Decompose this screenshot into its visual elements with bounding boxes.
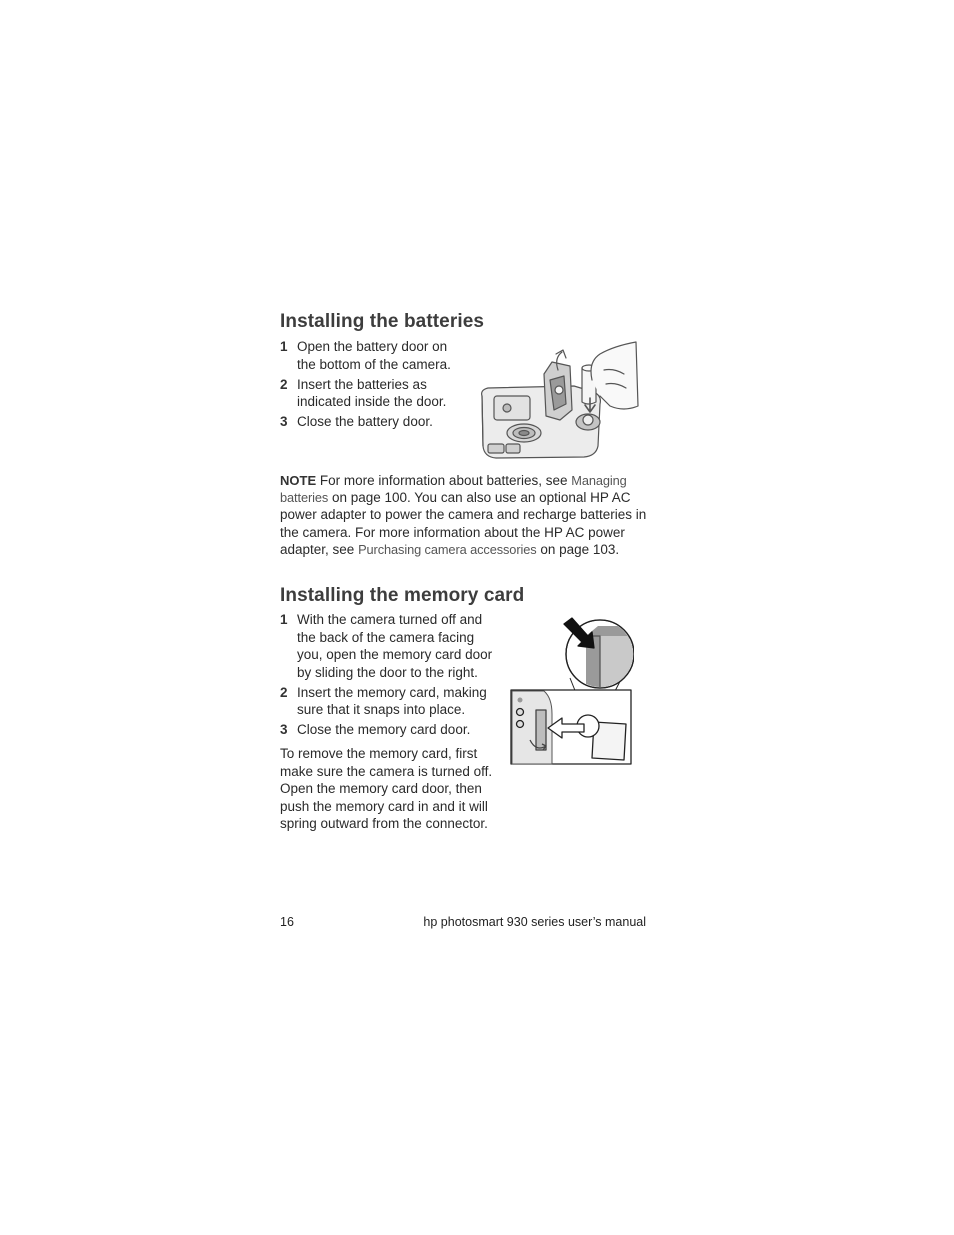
managing-batteries-link[interactable]: Managing batteries [280, 473, 627, 506]
battery-steps [280, 338, 460, 433]
step-number: 2 [280, 376, 288, 392]
step-text: Insert the batteries as indicated inside the door. [297, 376, 447, 409]
purchasing-accessories-link[interactable]: Purchasing camera accessories [358, 541, 537, 557]
batteries-heading: Installing the batteries [280, 311, 485, 332]
step-number: 2 [280, 684, 288, 700]
step-text: Insert the memory card, making sure that it snaps into place. [297, 684, 487, 717]
battery-note [280, 472, 650, 558]
memory-card-steps [280, 611, 498, 741]
remove-card-paragraph: To remove the memory card, first make sure the camera is turned off. Open the memory card door, then push the memory card in and it will spring outward from the connector. [280, 746, 493, 831]
step-text: Close the battery door. [297, 414, 433, 429]
memory-step-3 [280, 721, 498, 739]
memory-step-1 [280, 611, 498, 681]
battery-step-3 [280, 413, 460, 431]
step-text: With the camera turned off and the back of the camera facing you, open the memory card door by sliding the door to the right. [297, 612, 493, 680]
memory-card-illustration [508, 614, 634, 768]
manual-title: hp photosmart 930 series user’s manual [423, 915, 646, 929]
memory-step-2 [280, 684, 498, 719]
note-text-3: on page 103. [540, 541, 620, 557]
battery-illustration [474, 340, 640, 462]
note-text-2: on page 100. You can also use an optional HP AC power adapter to power the camera and recharge batteries in the camera. For more information about the HP AC power adapter, see [280, 490, 647, 557]
step-text: Close the memory card door. [297, 722, 471, 737]
note-text-1: For more information about batteries, see [319, 473, 568, 488]
step-text: Open the battery door on the bottom of the camera. [297, 339, 451, 372]
memory-card-heading: Installing the memory card [280, 585, 525, 606]
battery-step-1 [280, 338, 460, 373]
step-number: 1 [280, 612, 288, 627]
step-number: 3 [280, 722, 288, 737]
battery-step-2 [280, 376, 460, 411]
step-number: 3 [280, 414, 288, 429]
step-number: 1 [280, 339, 288, 354]
page-number: 16 [280, 915, 294, 929]
note-label: NOTE [280, 473, 317, 488]
